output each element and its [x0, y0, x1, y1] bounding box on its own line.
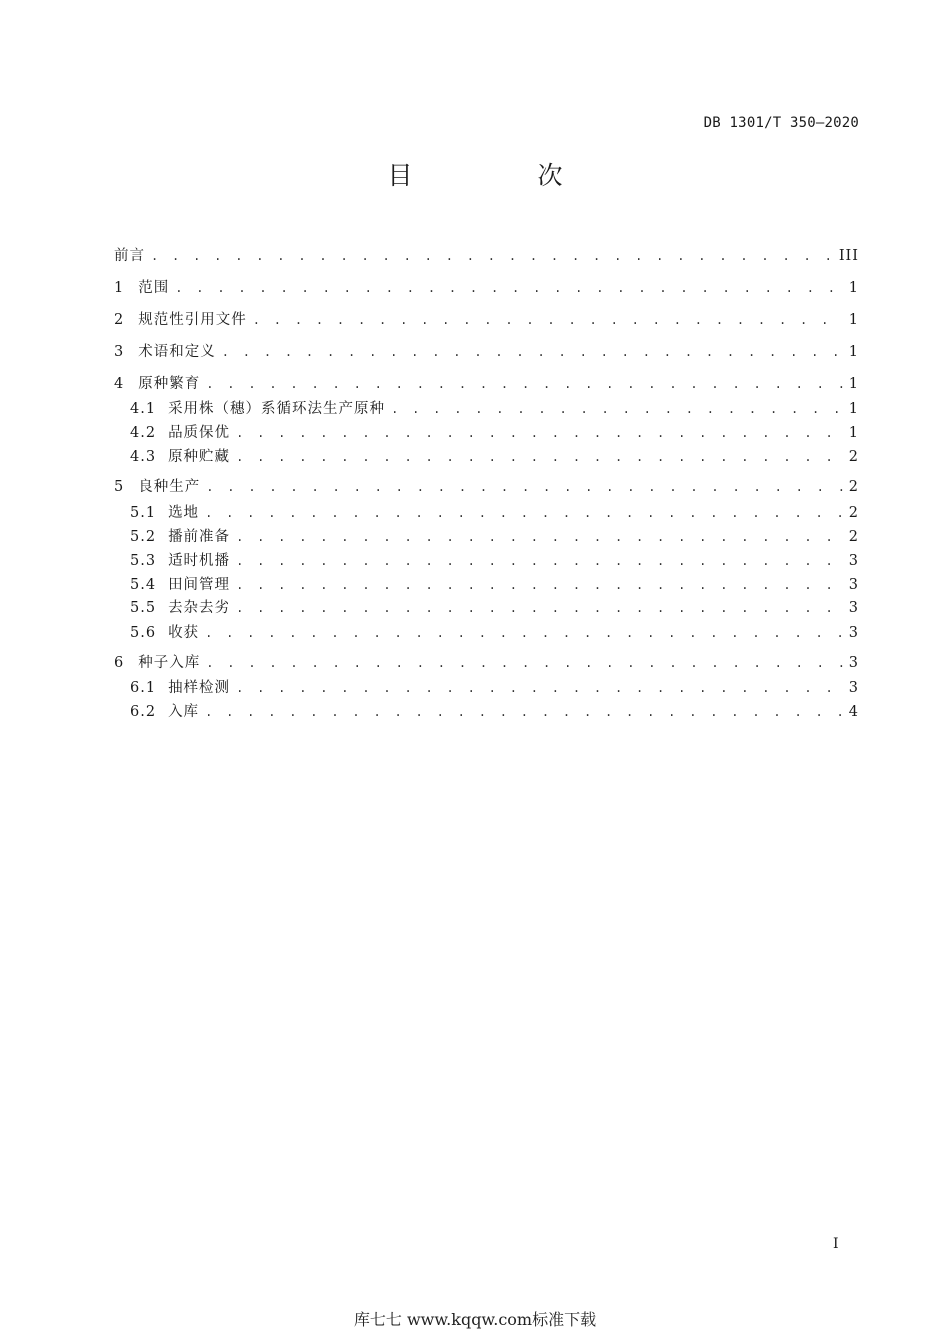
toc-leader-dots — [236, 598, 843, 618]
toc-entry-page: 1 — [848, 376, 859, 392]
toc-entry[interactable] — [130, 447, 859, 467]
toc-leader-dots — [205, 702, 843, 722]
toc-entry[interactable] — [114, 310, 859, 330]
toc-leader-dots — [236, 678, 843, 698]
toc-entry[interactable] — [130, 678, 859, 698]
toc-leader-dots — [253, 310, 843, 330]
toc-entry-label: 播前准备 — [168, 529, 231, 545]
toc-entry-label: 采用株（穗）系循环法生产原种 — [168, 401, 386, 417]
toc-entry-page: 3 — [848, 553, 859, 569]
toc-leader-dots — [391, 399, 843, 419]
toc-entry-page: 1 — [848, 312, 859, 328]
toc-entry[interactable] — [114, 374, 859, 394]
toc-entry-label: 收获 — [168, 625, 200, 641]
toc-entry-label: 范围 — [138, 280, 170, 296]
toc-entry-number: 4 — [114, 376, 125, 392]
toc-entry-number: 5.1 — [130, 505, 157, 521]
toc-entry-number: 6 — [114, 655, 125, 671]
toc-entry-number: 4.1 — [130, 401, 157, 417]
toc-entry[interactable] — [114, 246, 859, 266]
toc-entry-label: 入库 — [168, 704, 200, 720]
toc-leader-dots — [236, 447, 843, 467]
toc-entry[interactable] — [130, 598, 859, 618]
toc-entry-number: 1 — [114, 280, 125, 296]
toc-entry-label: 规范性引用文件 — [138, 312, 247, 328]
toc-entry-page: 3 — [848, 577, 859, 593]
document-code: DB 1301/T 350—2020 — [703, 115, 859, 131]
toc-leader-dots — [236, 551, 843, 571]
toc-entry-page: 1 — [848, 401, 859, 417]
toc-entry-number: 5.6 — [130, 625, 157, 641]
toc-entry-number: 6.2 — [130, 704, 157, 720]
toc-leader-dots — [205, 623, 843, 643]
toc-entry-number: 5.3 — [130, 553, 157, 569]
toc-entry-label: 品质保优 — [168, 425, 231, 441]
toc-entry[interactable] — [130, 399, 859, 419]
toc-leader-dots — [175, 278, 843, 298]
toc-entry-page: 1 — [848, 344, 859, 360]
toc-entry-number: 4.2 — [130, 425, 157, 441]
toc-entry-page: 3 — [848, 680, 859, 696]
toc-entry-number: 5.2 — [130, 529, 157, 545]
toc-entry[interactable] — [130, 503, 859, 523]
footer-watermark: 库七七 www.kqqw.com标准下载 — [353, 1310, 597, 1329]
toc-entry[interactable] — [130, 527, 859, 547]
toc-entry-page: 2 — [848, 529, 859, 545]
toc-entry[interactable] — [114, 278, 859, 298]
toc-leader-dots — [206, 374, 843, 394]
toc-entry-number: 5 — [114, 479, 125, 495]
toc-entry-number: 5.5 — [130, 600, 157, 616]
toc-entry-page: 3 — [848, 655, 859, 671]
page-title: 目 次 — [387, 161, 613, 190]
toc-entry[interactable] — [114, 477, 859, 497]
toc-entry-label: 去杂去劣 — [168, 600, 231, 616]
toc-entry-number: 2 — [114, 312, 125, 328]
toc-leader-dots — [205, 503, 843, 523]
toc-leader-dots — [236, 527, 843, 547]
toc-entry-page: 4 — [848, 704, 859, 720]
toc-leader-dots — [206, 653, 843, 673]
toc-entry[interactable] — [130, 702, 859, 722]
toc-entry[interactable] — [130, 551, 859, 571]
toc-entry[interactable] — [114, 342, 859, 362]
toc-leader-dots — [151, 246, 833, 266]
toc-leader-dots — [206, 477, 843, 497]
toc-entry-page: 2 — [848, 449, 859, 465]
toc-entry-page: 3 — [848, 625, 859, 641]
toc-entry[interactable] — [130, 623, 859, 643]
toc-entry-label: 原种繁育 — [138, 376, 201, 392]
toc-entry-number: 3 — [114, 344, 125, 360]
toc-entry-label: 术语和定义 — [138, 344, 216, 360]
toc-entry-number: 6.1 — [130, 680, 157, 696]
toc-entry-page: III — [838, 248, 859, 264]
toc-entry-label: 抽样检测 — [168, 680, 231, 696]
toc-leader-dots — [236, 423, 843, 443]
toc-entry-page: 2 — [848, 479, 859, 495]
toc-entry[interactable] — [130, 423, 859, 443]
toc-entry-number: 4.3 — [130, 449, 157, 465]
toc-entry-page: 3 — [848, 600, 859, 616]
toc-entry-page: 1 — [848, 280, 859, 296]
toc-leader-dots — [222, 342, 843, 362]
toc-entry-page: 1 — [848, 425, 859, 441]
toc-entry-label: 前言 — [114, 248, 145, 264]
toc-entry-label: 选地 — [168, 505, 200, 521]
toc-entry-number: 5.4 — [130, 577, 157, 593]
toc-entry-label: 田间管理 — [168, 577, 231, 593]
toc-entry-label: 原种贮藏 — [168, 449, 231, 465]
toc-entry-label: 种子入库 — [138, 655, 201, 671]
toc-entry[interactable] — [114, 653, 859, 673]
toc-entry-label: 良种生产 — [138, 479, 201, 495]
page-number: I — [833, 1236, 839, 1252]
toc-entry[interactable] — [130, 575, 859, 595]
toc-entry-label: 适时机播 — [168, 553, 231, 569]
toc-leader-dots — [236, 575, 843, 595]
toc-entry-page: 2 — [848, 505, 859, 521]
